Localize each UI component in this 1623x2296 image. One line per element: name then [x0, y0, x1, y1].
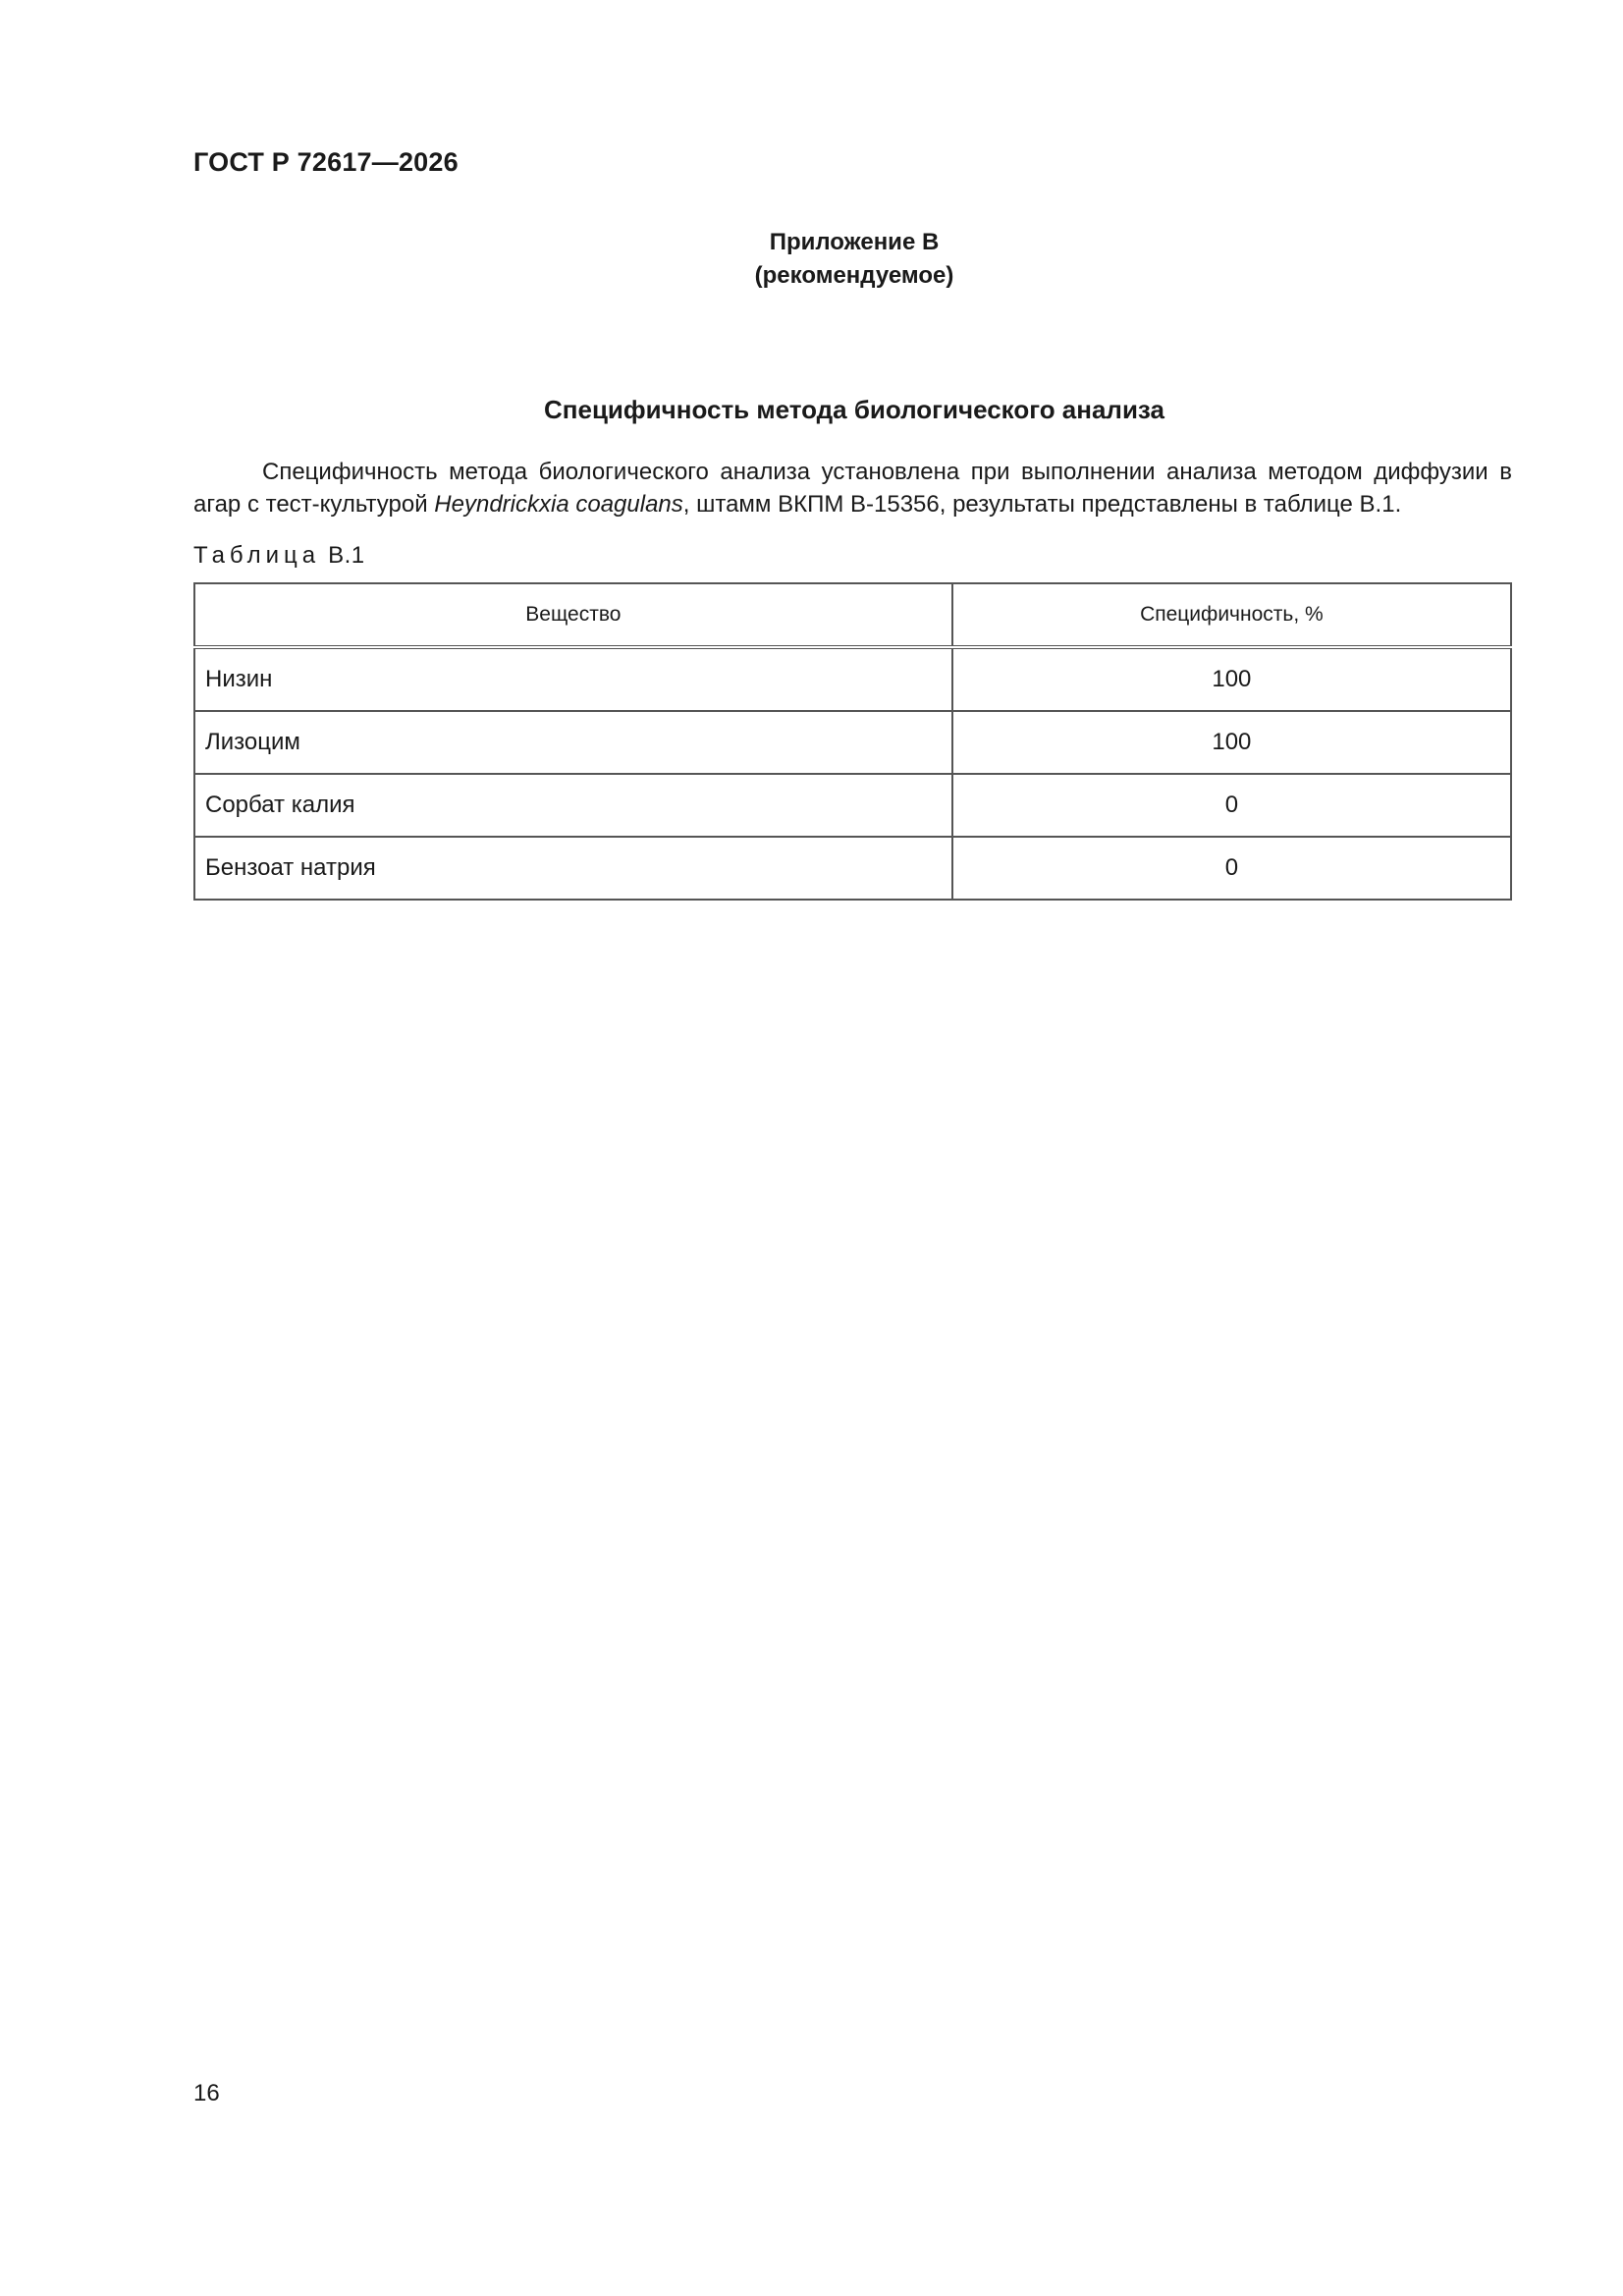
- specificity-cell: 0: [952, 837, 1511, 900]
- specificity-table: [193, 582, 1512, 901]
- table-row: [194, 774, 1511, 837]
- substance-cell: Низин: [194, 647, 952, 711]
- substance-cell: Лизоцим: [194, 711, 952, 774]
- annex-title: Приложение В: [769, 229, 940, 255]
- substance-cell: Бензоат натрия: [194, 837, 952, 900]
- table-row: [194, 647, 1511, 711]
- table-caption: [193, 542, 365, 570]
- table-row: [194, 711, 1511, 774]
- specificity-cell: 100: [952, 711, 1511, 774]
- table-caption-number: В.1: [328, 542, 365, 569]
- annex-heading: [0, 226, 1623, 293]
- species-name: Heyndrickxia coagulans: [434, 491, 683, 518]
- header-substance: Вещество: [194, 583, 952, 647]
- paragraph-text-part2: , штамм ВКПМ В-15356, результаты представлены в таблице В.1.: [682, 491, 1402, 518]
- substance-cell: Сорбат калия: [194, 774, 952, 837]
- header-specificity: Специфичность, %: [952, 583, 1511, 647]
- specificity-cell: 100: [952, 647, 1511, 711]
- paragraph-text-part1: Специфичность метода биологического анализа установлена при выполнении анализа методом диффузии в агар с тест-культурой: [193, 459, 1512, 518]
- document-code: ГОСТ Р 72617—2026: [193, 147, 459, 177]
- table-caption-word: Таблица: [193, 542, 321, 569]
- annex-status: (рекомендуемое): [754, 262, 954, 289]
- body-paragraph: [193, 456, 1512, 520]
- table-row: [194, 837, 1511, 900]
- specificity-cell: 0: [952, 774, 1511, 837]
- table-header-row: [194, 583, 1511, 647]
- section-title: Специфичность метода биологического анализа: [544, 395, 1164, 424]
- page-number: 16: [193, 2080, 220, 2106]
